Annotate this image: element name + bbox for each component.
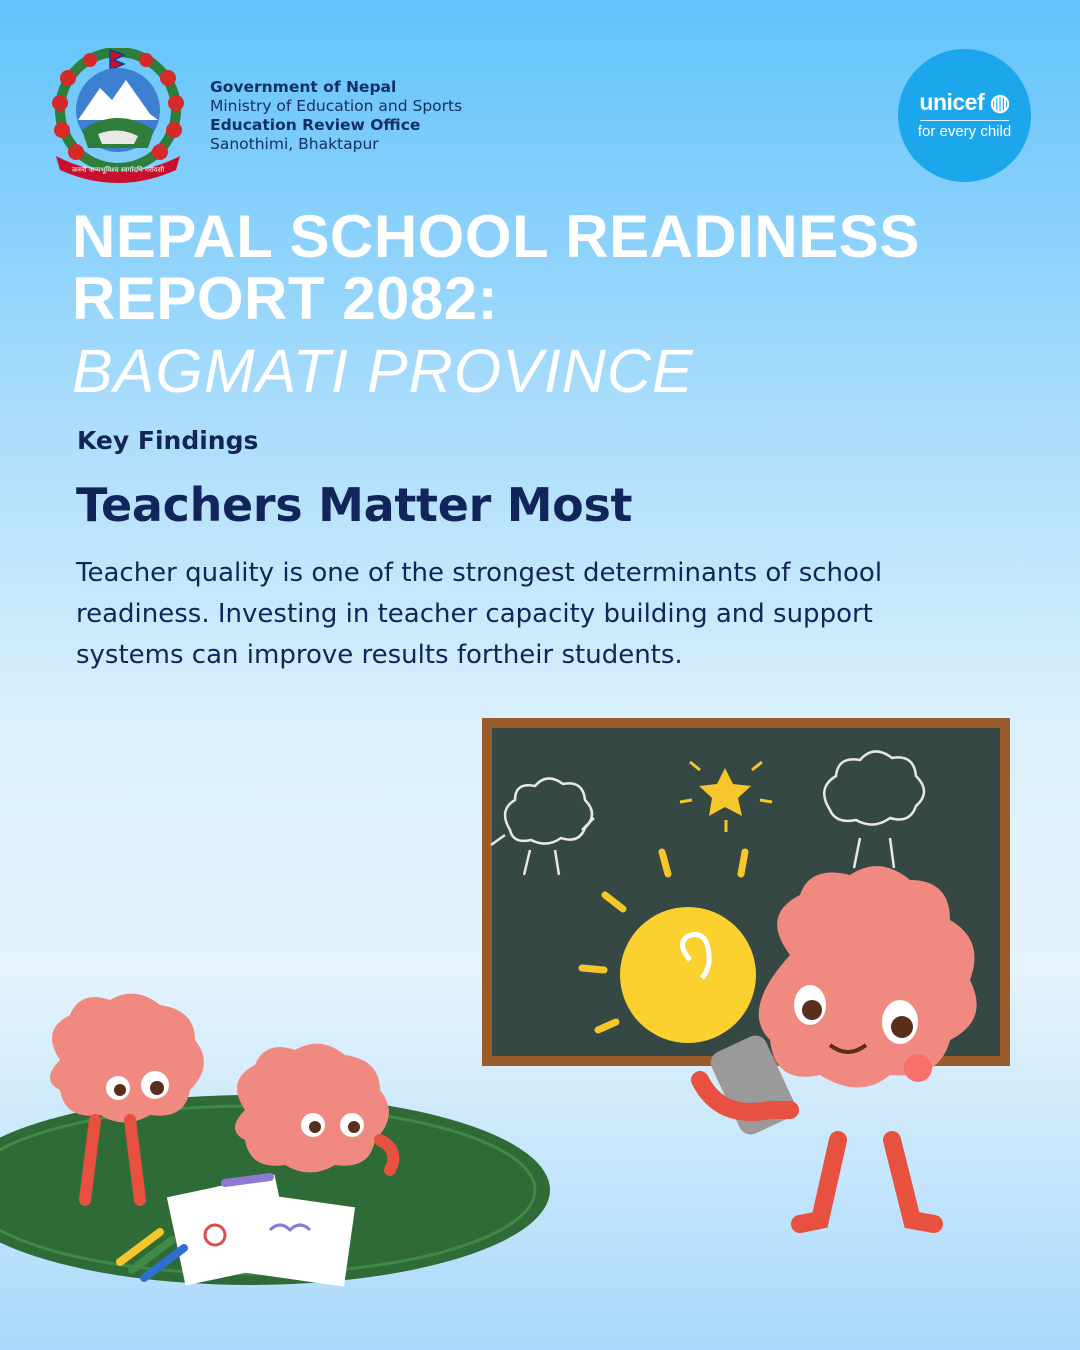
- unicef-name: unicef ◍: [919, 89, 1010, 115]
- small-brain-right: [235, 1044, 393, 1173]
- unicef-tagline: for every child: [917, 123, 1012, 140]
- gov-line-3: Education Review Office: [210, 116, 421, 134]
- unicef-globe-icon: ◍: [984, 89, 1010, 115]
- report-title: [72, 203, 920, 332]
- gov-line-2: Ministry of Education and Sports: [210, 97, 463, 115]
- gov-line-4: Sanothimi, Bhaktapur: [210, 135, 379, 153]
- report-subtitle: BAGMATI PROVINCE: [72, 337, 694, 405]
- unicef-logo: [898, 49, 1031, 182]
- title-line-2: REPORT 2082:: [72, 265, 499, 332]
- paragraph-line-2: readiness. Investing in teacher capacity building and support: [76, 599, 873, 629]
- emblem-motto: जननी जन्मभूमिश्च स्वर्गादपि गरीयसी: [71, 166, 165, 174]
- finding-heading: Teachers Matter Most: [76, 478, 633, 532]
- title-line-1: NEPAL SCHOOL READINESS: [72, 203, 920, 270]
- finding-paragraph: [76, 553, 1036, 676]
- unicef-divider: [920, 120, 1009, 121]
- government-info: [210, 78, 462, 154]
- paragraph-line-1: Teacher quality is one of the strongest determinants of school: [76, 558, 883, 588]
- illustration: [0, 700, 1080, 1350]
- section-label: Key Findings: [77, 426, 259, 455]
- nepal-emblem-icon: [38, 48, 198, 183]
- paragraph-line-3: systems can improve results fortheir students.: [76, 640, 683, 670]
- gov-line-1: Government of Nepal: [210, 78, 397, 96]
